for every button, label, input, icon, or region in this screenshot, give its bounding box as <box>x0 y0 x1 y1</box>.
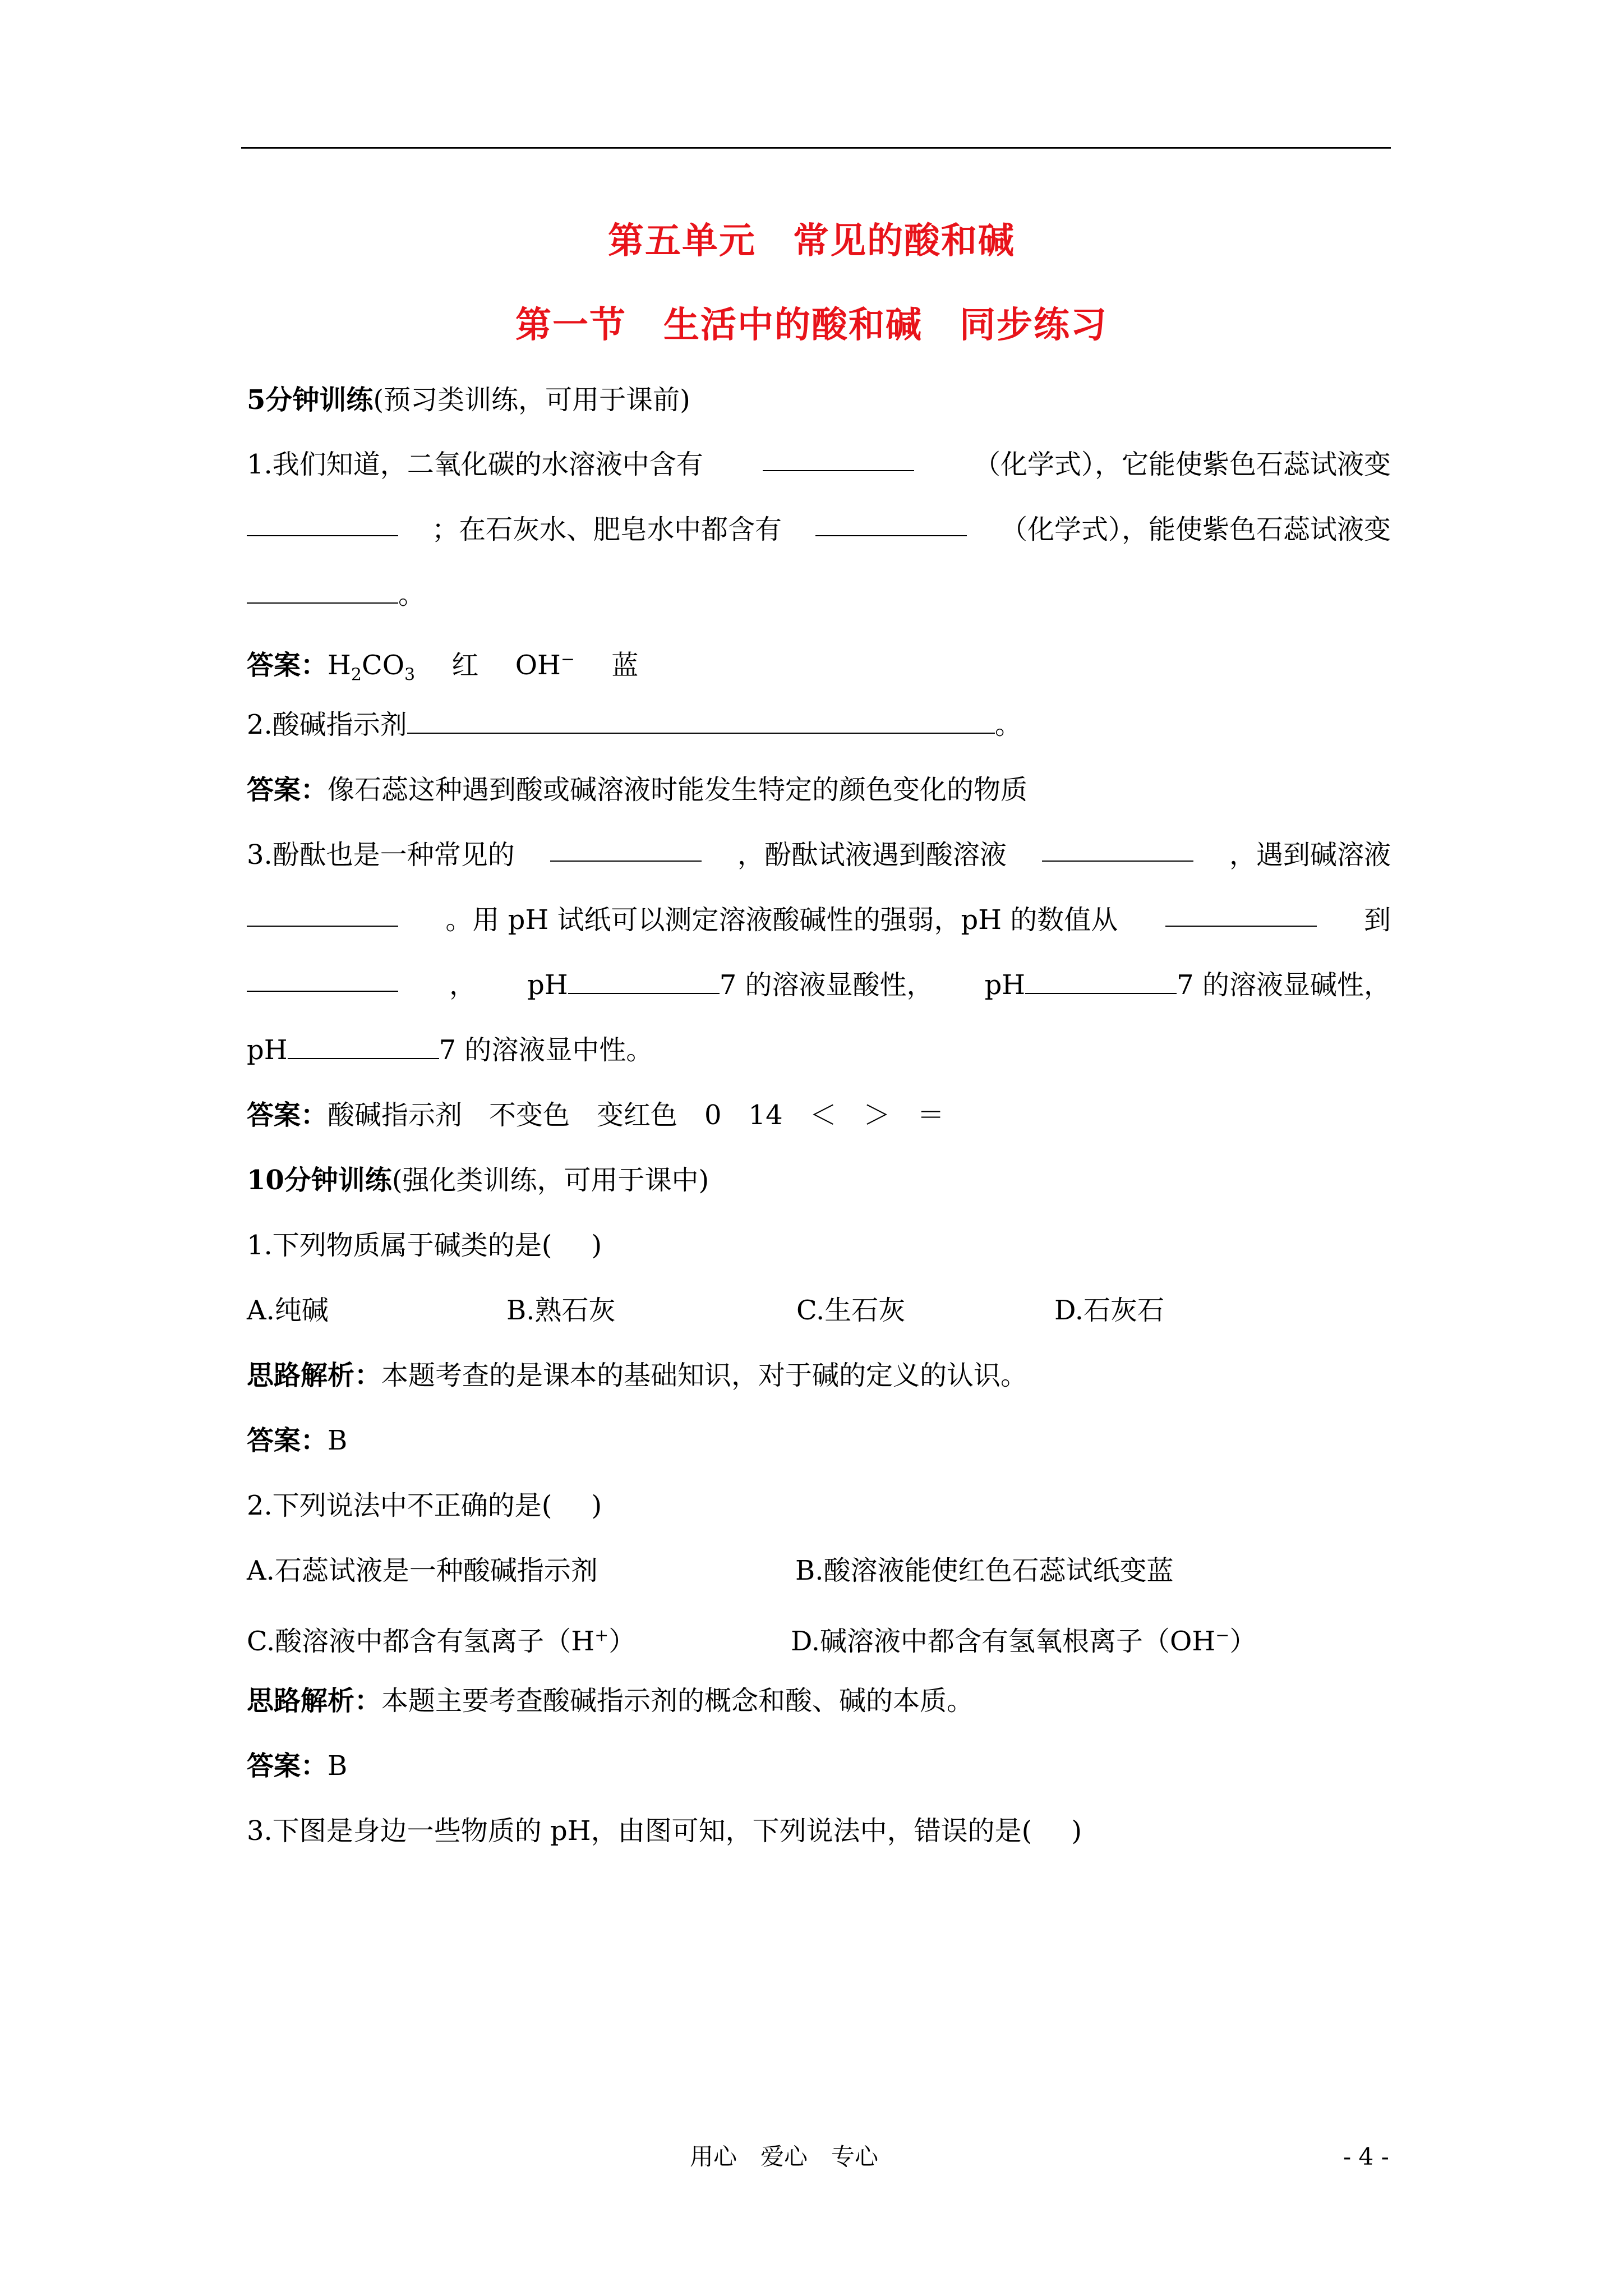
s5-q1-answer <box>247 643 638 692</box>
s10-q1-answer <box>247 1424 347 1457</box>
answer-text: B <box>328 1750 348 1782</box>
formula-superscript: + <box>594 1626 609 1645</box>
s5-q3-text-a: 3.酚酞也是一种常见的 <box>247 839 515 871</box>
answer-blue: 蓝 <box>611 650 639 681</box>
answer-blank <box>568 970 720 994</box>
answer-blank <box>247 968 398 992</box>
answer-blank <box>247 903 398 927</box>
s5-q1-text-b: （化学式），它能使紫色石蕊试液变 <box>973 449 1391 480</box>
s5-q3-text-e: 到 <box>1363 904 1391 936</box>
question-stem: 3.下图是身边一些物质的 pH，由图可知，下列说法中，错误的是( <box>247 1815 1032 1847</box>
section-heading-10min <box>247 1163 709 1197</box>
answer-label: 答案： <box>247 1425 328 1456</box>
s10-q1-option-a: A.纯碱 <box>247 1295 329 1326</box>
s5-q2-answer <box>247 773 1027 807</box>
answer-blank <box>815 513 967 536</box>
s10-q2-option-c <box>247 1619 635 1658</box>
page-number: - 4 - <box>1343 2143 1389 2170</box>
analysis-label: 思路解析： <box>247 1360 382 1391</box>
ph-label: pH <box>247 1034 288 1066</box>
footer-motto: 用心 爱心 专心 <box>690 2143 879 2170</box>
formula-h: H <box>328 650 351 681</box>
ph-label: pH <box>984 969 1026 1001</box>
answer-label: 答案： <box>247 650 328 681</box>
question-stem: 2.下列说法中不正确的是( <box>247 1490 552 1521</box>
section-heading-note: (预习类训练，可用于课前) <box>373 384 690 416</box>
s5-q3-text-h: 7 的溶液显碱性， <box>1177 969 1391 1001</box>
s10-q1-stem <box>247 1228 602 1262</box>
section-heading-note: (强化类训练，可用于课中) <box>391 1165 709 1196</box>
section-heading-label: 10分钟训练 <box>247 1165 392 1196</box>
option-text: ） <box>1229 1626 1257 1657</box>
unit-title: 第五单元 常见的酸和碱 <box>608 220 1015 262</box>
answer-label: 答案： <box>247 1099 328 1131</box>
question-close: ) <box>591 1490 602 1521</box>
s5-q1-text-a: 1.我们知道，二氧化碳的水溶液中含有 <box>247 449 703 480</box>
s5-q3-line1 <box>247 838 1391 872</box>
s5-q3-text-d: 。用 pH 试纸可以测定溶液酸碱性的强弱，pH 的数值从 <box>445 904 1118 936</box>
s10-q2-analysis <box>247 1684 974 1718</box>
formula-superscript: − <box>560 650 575 669</box>
s10-q1-option-c: C.生石灰 <box>796 1295 906 1326</box>
section-heading-label: 5分钟训练 <box>247 384 374 416</box>
answer-blank <box>1025 970 1177 994</box>
s10-q2-option-b: B.酸溶液能使红色石蕊试纸变蓝 <box>795 1555 1174 1586</box>
s5-q3-text-i: 7 的溶液显中性。 <box>439 1034 653 1066</box>
answer-text: B <box>328 1425 348 1456</box>
s5-q1-text-c: ；在石灰水、肥皂水中都含有 <box>431 514 782 545</box>
s10-q2-option-a: A.石蕊试液是一种酸碱指示剂 <box>247 1555 598 1586</box>
s5-q1-line3 <box>247 578 425 611</box>
header-rule <box>241 147 1391 149</box>
s10-q1-option-b: B.熟石灰 <box>506 1295 616 1326</box>
s5-q2-text-b: 。 <box>994 709 1022 740</box>
s5-q3-text-g: 7 的溶液显酸性， <box>719 969 934 1001</box>
formula-subscript: 2 <box>351 665 362 685</box>
s5-q3-text-b: ，酚酞试液遇到酸溶液 <box>737 839 1007 871</box>
answer-blank <box>1165 903 1317 927</box>
s5-q1-line1 <box>247 448 1391 481</box>
question-stem: 1.下列物质属于碱类的是( <box>247 1230 552 1261</box>
answer-blank <box>550 838 702 862</box>
s5-q1-text-e: 。 <box>398 579 426 610</box>
question-close: ) <box>591 1230 602 1261</box>
s5-q3-text-f: ， <box>449 969 477 1001</box>
s5-q2-text-a: 2.酸碱指示剂 <box>247 709 407 740</box>
answer-text: 像石蕊这种遇到酸或碱溶液时能发生特定的颜色变化的物质 <box>328 774 1028 806</box>
option-text: ） <box>608 1626 636 1657</box>
s10-q1-option-d: D.石灰石 <box>1054 1295 1165 1326</box>
analysis-text: 本题考查的是课本的基础知识，对于碱的定义的认识。 <box>381 1360 1028 1391</box>
s5-q1-text-d: （化学式），能使紫色石蕊试液变 <box>1000 514 1391 545</box>
formula-subscript: 3 <box>404 665 416 685</box>
s10-q2-answer <box>247 1749 347 1783</box>
section-title: 第一节 生活中的酸和碱 同步练习 <box>515 304 1108 346</box>
answer-blank <box>1042 838 1193 862</box>
answer-label: 答案： <box>247 1750 328 1782</box>
s10-q2-option-d <box>791 1619 1256 1658</box>
s5-q3-text-c: ，遇到碱溶液 <box>1229 839 1391 871</box>
analysis-text: 本题主要考查酸碱指示剂的概念和酸、碱的本质。 <box>381 1685 974 1717</box>
answer-text: 酸碱指示剂 不变色 变红色 0 14 ＜ ＞ ＝ <box>328 1099 944 1131</box>
answer-label: 答案： <box>247 774 328 806</box>
s5-q1-line2 <box>247 513 1391 546</box>
formula-co: CO <box>361 650 405 681</box>
answer-blank <box>288 1036 439 1059</box>
question-close: ) <box>1071 1815 1082 1847</box>
s10-q3-stem <box>247 1814 1082 1848</box>
formula-superscript: − <box>1215 1626 1230 1645</box>
s5-q3-line3 <box>247 968 1391 1002</box>
s5-q3-line2 <box>247 903 1391 937</box>
s10-q1-analysis <box>247 1359 1027 1392</box>
answer-oh: OH <box>515 650 561 681</box>
s5-q2 <box>247 708 1022 742</box>
answer-blank <box>247 513 398 536</box>
answer-blank <box>407 710 995 734</box>
s5-q3-line4 <box>247 1033 653 1067</box>
answer-blank <box>247 580 398 604</box>
answer-blank <box>763 448 914 471</box>
option-text: D.碱溶液中都含有氢氧根离子（OH <box>791 1626 1216 1657</box>
ph-label: pH <box>527 969 568 1001</box>
option-text: C.酸溶液中都含有氢离子（H <box>247 1626 595 1657</box>
s10-q2-stem <box>247 1489 602 1522</box>
answer-red: 红 <box>451 650 479 681</box>
analysis-label: 思路解析： <box>247 1685 382 1717</box>
s5-q3-answer <box>247 1098 944 1132</box>
section-heading-5min <box>247 383 690 417</box>
